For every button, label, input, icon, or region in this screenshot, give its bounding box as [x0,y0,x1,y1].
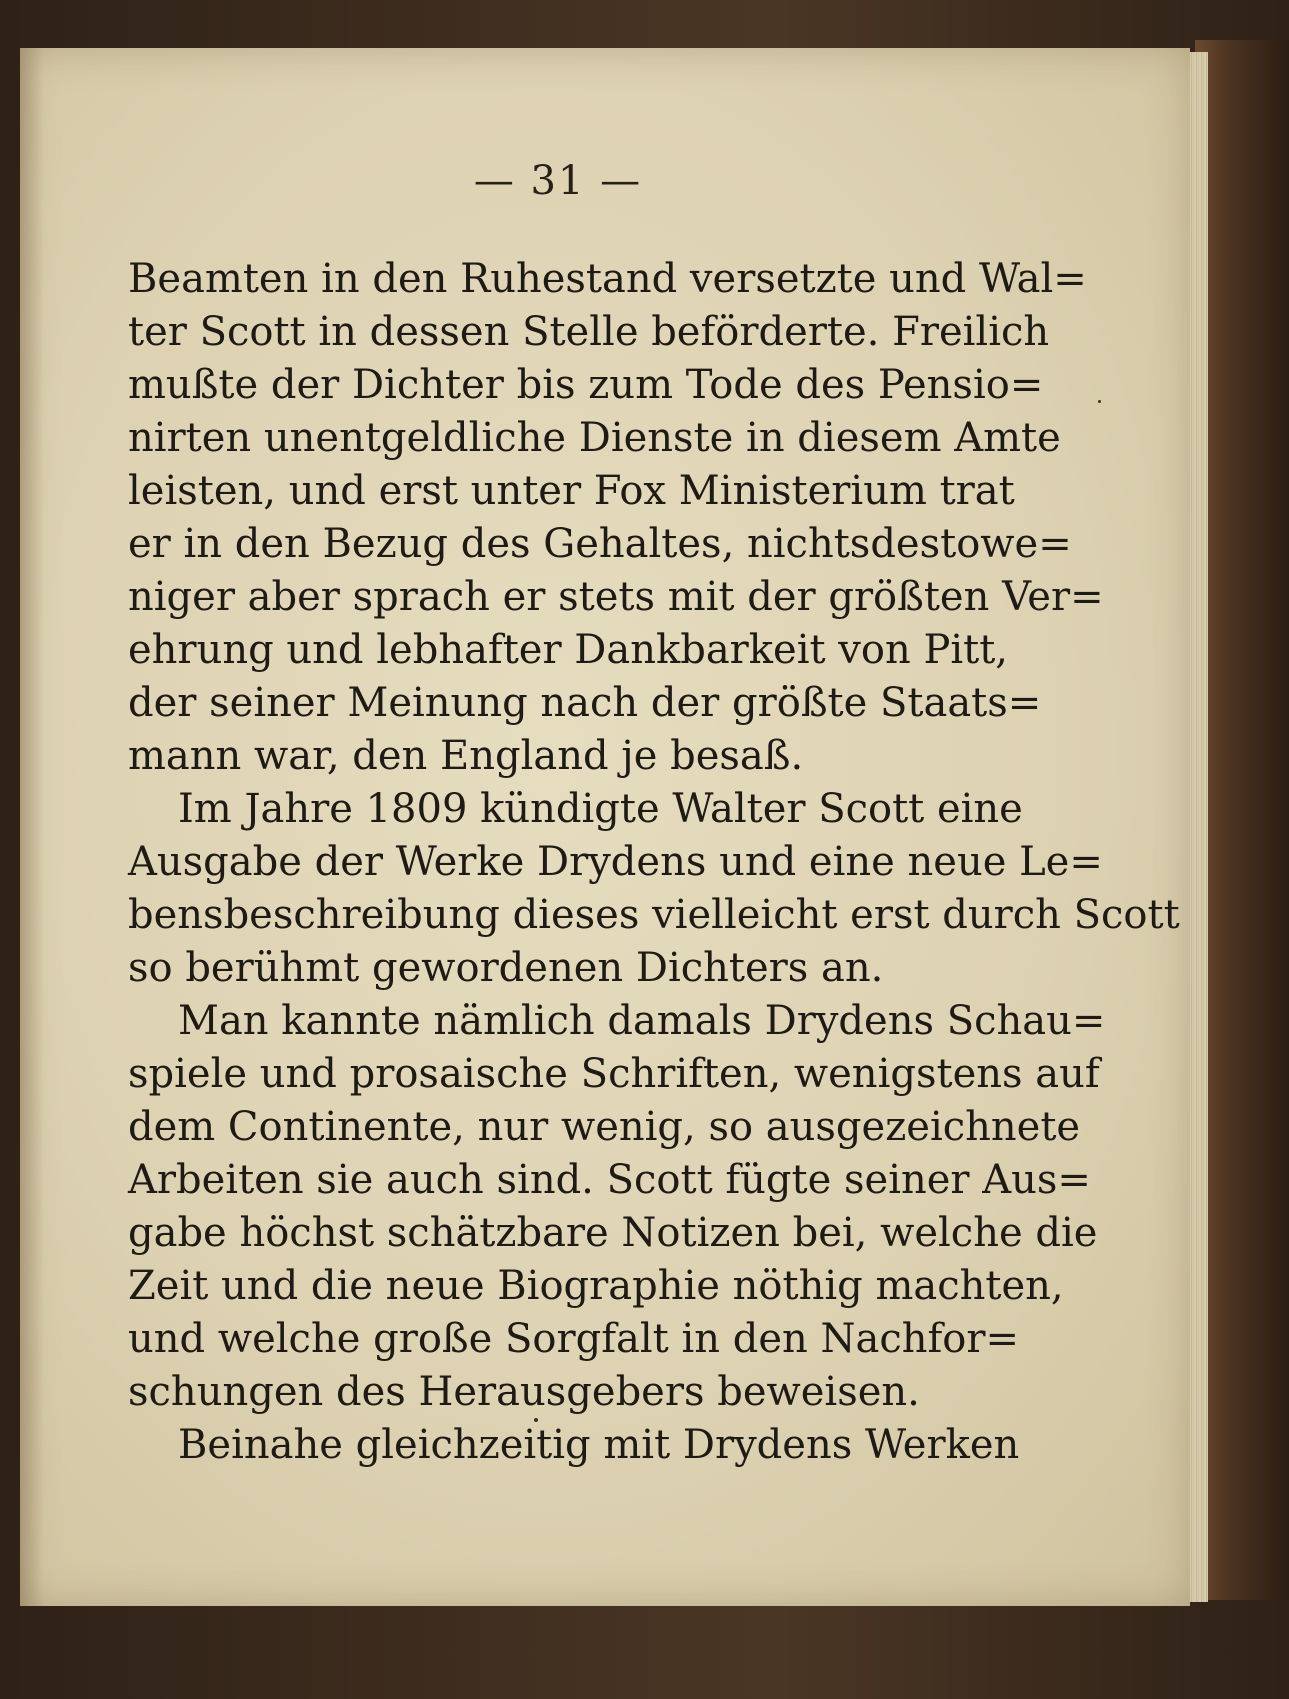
text-line: so berühmt gewordenen Dichters an. [128,945,884,991]
text-line: er in den Bezug des Gehaltes, nichtsdestowe= [128,521,1072,567]
text-line: der seiner Meinung nach der größte Staats= [128,680,1042,726]
page-gutter [20,48,44,1606]
text-line: spiele und prosaische Schriften, wenigstens auf [128,1051,1100,1097]
page-number: — 31 — [473,158,643,204]
text-line: Man kannte nämlich damals Drydens Schau= [178,998,1106,1044]
text-line: und welche große Sorgfalt in den Nachfor= [128,1316,1020,1362]
book-page [20,48,1190,1606]
paper-speck [534,1418,538,1422]
text-line: ter Scott in dessen Stelle beförderte. Freilich [128,309,1050,355]
text-line: mußte der Dichter bis zum Tode des Pensio= [128,362,1044,408]
text-line: mann war, den England je besaß. [128,733,804,779]
text-line: Im Jahre 1809 kündigte Walter Scott eine [178,786,1023,832]
text-line: Arbeiten sie auch sind. Scott fügte seiner Aus= [128,1157,1091,1203]
text-line: Beamten in den Ruhestand versetzte und Wal= [128,256,1087,302]
text-line: ehrung und lebhafter Dankbarkeit von Pitt, [128,627,1009,673]
text-line: bensbeschreibung dieses vielleicht erst durch Scott [128,892,1180,938]
text-line: Zeit und die neue Biographie nöthig machten, [128,1263,1064,1309]
text-line: Beinahe gleichzeitig mit Drydens Werken [178,1422,1020,1468]
text-line: leisten, und erst unter Fox Ministerium trat [128,468,1015,514]
book-cover-edge [1195,40,1289,1600]
text-line: schungen des Herausgebers beweisen. [128,1369,920,1415]
paper-speck [1098,400,1101,403]
text-line: niger aber sprach er stets mit der größten Ver= [128,574,1104,620]
text-line: Ausgabe der Werke Drydens und eine neue Le= [128,839,1103,885]
text-line: gabe höchst schätzbare Notizen bei, welche die [128,1210,1098,1256]
body-text [128,253,1180,1472]
text-line: dem Continente, nur wenig, so ausgezeichnete [128,1104,1081,1150]
text-line: nirten unentgeldliche Dienste in diesem Amte [128,415,1061,461]
